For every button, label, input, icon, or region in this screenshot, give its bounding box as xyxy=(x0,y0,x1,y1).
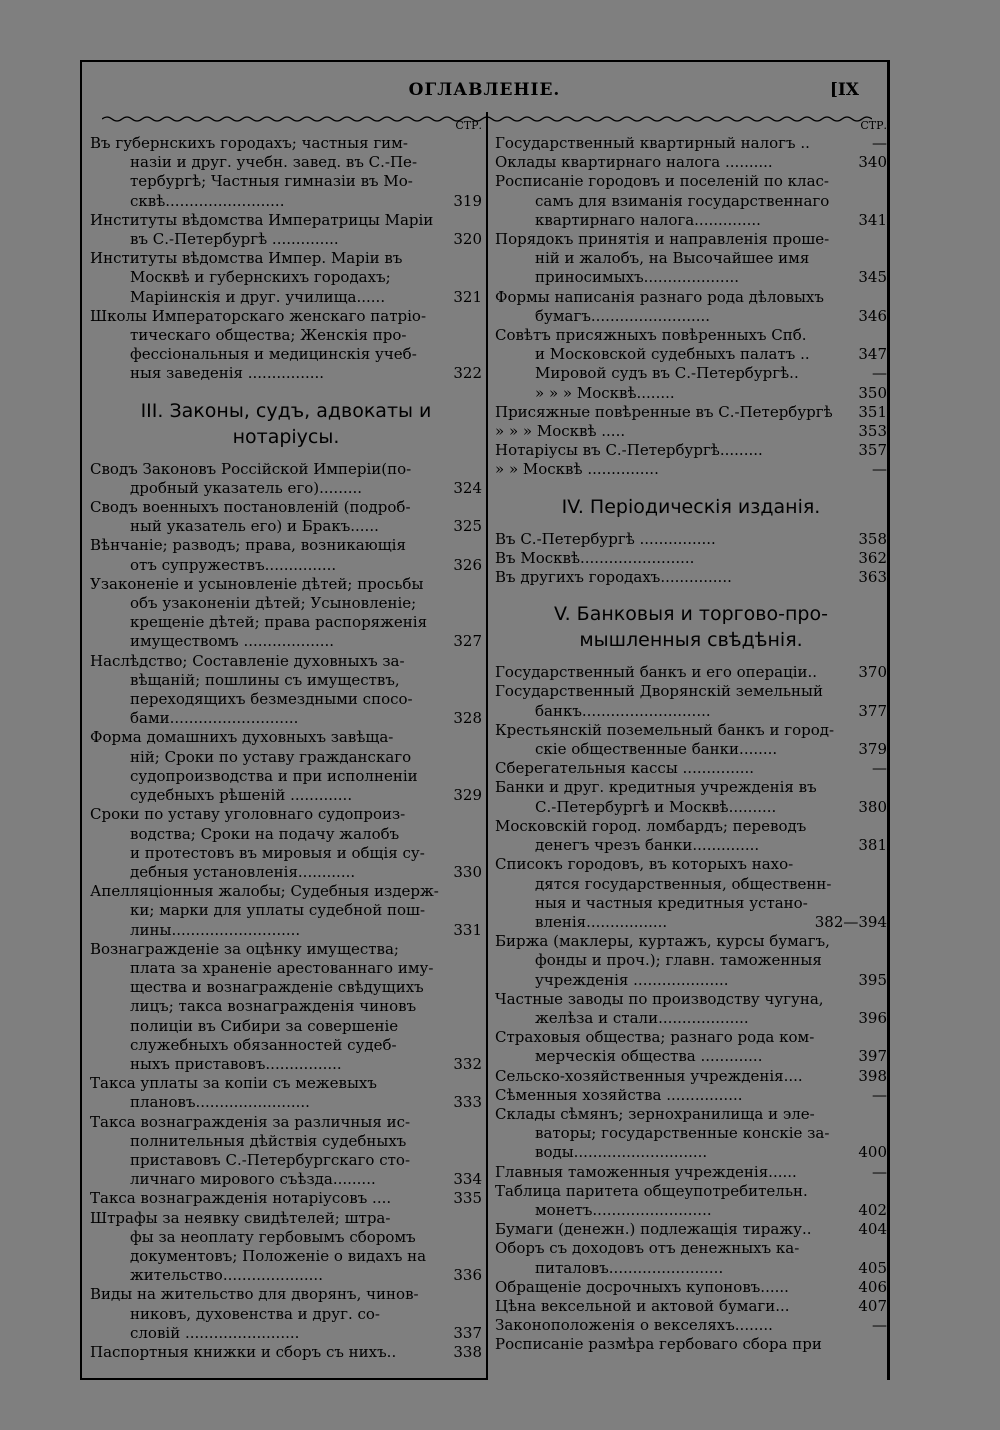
toc-entry[interactable] xyxy=(495,817,887,855)
toc-page-number: 333 xyxy=(453,1093,482,1112)
toc-page-number: 398 xyxy=(858,1066,887,1085)
right-column xyxy=(495,118,887,1380)
toc-entry-text: Сводъ Законовъ Россійской Имперіи(по- xyxy=(90,459,412,478)
toc-entry-text: Росписаніе городовъ и поселеній по клас- xyxy=(495,172,829,191)
toc-page-number: 395 xyxy=(858,970,887,989)
toc-entry-text: назіи и друг. учебн. завед. въ С.-Пе- xyxy=(130,153,418,172)
toc-entry-text: Порядокъ принятія и направленія проше- xyxy=(495,230,830,249)
toc-entry-text: денегъ чрезъ банки.............. xyxy=(535,836,760,855)
toc-page-number: 322 xyxy=(453,364,482,383)
toc-entry[interactable] xyxy=(90,536,482,574)
toc-entry-text: Такса вознагражденія за различныя ис- xyxy=(90,1112,411,1131)
toc-entry-text: Страховыя общества; разнаго рода ком- xyxy=(495,1028,815,1047)
toc-entry-text: Въ С.-Петербургѣ ................ xyxy=(495,529,716,548)
toc-entry-text: Наслѣдство; Составленіе духовныхъ за- xyxy=(90,651,405,670)
toc-entry-text: объ узаконеніи дѣтей; Усыновленіе; xyxy=(130,594,417,613)
toc-entry-text: Сѣменныя хозяйства ................ xyxy=(495,1085,743,1104)
toc-page-number: 377 xyxy=(858,701,887,720)
toc-entry[interactable] xyxy=(495,1182,887,1220)
toc-entry[interactable] xyxy=(495,549,887,568)
toc-entry[interactable] xyxy=(90,1343,482,1362)
toc-entry-text: Маріинскія и друг. училища...... xyxy=(130,287,386,306)
toc-entry-text: Совѣтъ присяжныхъ повѣренныхъ Спб. xyxy=(495,326,807,345)
toc-page-number: 362 xyxy=(858,548,887,567)
toc-entry-text: » » » Москвѣ ..... xyxy=(495,422,626,441)
toc-entry-text: служебныхъ обязанностей судеб- xyxy=(130,1035,397,1054)
toc-entry-text: вленія................. xyxy=(535,912,668,931)
toc-page-number: 370 xyxy=(858,663,887,682)
toc-page-number: — xyxy=(872,1316,887,1335)
toc-entry-text: Росписаніе размѣра гербоваго сбора при xyxy=(495,1335,822,1354)
toc-entry[interactable] xyxy=(495,1067,887,1086)
toc-entry[interactable] xyxy=(495,568,887,587)
toc-entry-text: Государственный Дворянскій земельный xyxy=(495,682,823,701)
toc-page-number: 380 xyxy=(858,797,887,816)
toc-entry-text: ный указатель его) и Бракъ...... xyxy=(130,517,379,536)
toc-entry-text: ныя и частныя кредитныя устано- xyxy=(535,893,808,912)
toc-page-number: 336 xyxy=(453,1266,482,1285)
page-header xyxy=(82,76,887,106)
toc-page-number: 350 xyxy=(858,383,887,402)
toc-page-number: 353 xyxy=(858,422,887,441)
toc-entry-text: крещеніе дѣтей; права распоряженія xyxy=(130,613,428,632)
toc-entry-text: дебныя установленія............ xyxy=(130,862,356,881)
toc-page-number: — xyxy=(872,364,887,383)
toc-entry-text: бами........................... xyxy=(130,709,299,728)
toc-entry-text: воды............................ xyxy=(535,1143,708,1162)
toc-entry-text: Такса уплаты за копіи съ межевыхъ xyxy=(90,1074,377,1093)
toc-entry-text: ній; Сроки по уставу гражданскаго xyxy=(130,747,412,766)
toc-page-number: 363 xyxy=(858,568,887,587)
toc-page-number: 406 xyxy=(858,1277,887,1296)
toc-entry-text: Нотаріусы въ С.-Петербургѣ......... xyxy=(495,441,763,460)
toc-entry-text: Склады сѣмянъ; зернохранилища и эле- xyxy=(495,1104,815,1123)
toc-entry-text: квартирнаго налога.............. xyxy=(535,210,761,229)
section-heading-line: мышленныя свѣдѣнія. xyxy=(579,629,803,652)
section-heading-line: III. Законы, судъ, адвокаты и xyxy=(140,399,432,422)
toc-entry-text: Формы написанія разнаго рода дѣловыхъ xyxy=(495,287,824,306)
toc-entry[interactable] xyxy=(495,530,887,549)
toc-page-number: 347 xyxy=(858,345,887,364)
toc-page-number: 381 xyxy=(858,836,887,855)
toc-entry-text: желѣза и стали................... xyxy=(535,1008,749,1027)
toc-entry[interactable] xyxy=(495,230,887,288)
toc-page-number: 404 xyxy=(858,1220,887,1239)
left-column xyxy=(90,118,482,1380)
toc-entry[interactable] xyxy=(90,652,482,729)
toc-page-number: 330 xyxy=(453,862,482,881)
toc-page-number: 400 xyxy=(858,1143,887,1162)
toc-entry-text: словій ........................ xyxy=(130,1323,300,1342)
toc-entry-text: документовъ; Положеніе о видахъ на xyxy=(130,1246,427,1265)
toc-entry[interactable] xyxy=(90,134,482,211)
toc-entry[interactable] xyxy=(495,288,887,326)
toc-entry-text: и Московской судебныхъ палатъ .. xyxy=(535,345,810,364)
toc-page-number: 357 xyxy=(858,441,887,460)
toc-entry-text: никовъ, духовенства и друг. со- xyxy=(130,1304,380,1323)
toc-entry-text: полиціи въ Сибири за совершеніе xyxy=(130,1016,399,1035)
toc-page-number: — xyxy=(872,460,887,479)
toc-entry-text: Крестьянскій поземельный банкъ и город- xyxy=(495,720,835,739)
toc-entry[interactable] xyxy=(90,1074,482,1112)
toc-entry-text: лицъ; такса вознагражденія чиновъ xyxy=(130,997,417,1016)
toc-entry-text: Частные заводы по производству чугуна, xyxy=(495,989,824,1008)
toc-page-number: 397 xyxy=(858,1047,887,1066)
toc-entry[interactable] xyxy=(495,1105,887,1163)
toc-entry[interactable] xyxy=(90,249,482,307)
toc-entry[interactable] xyxy=(495,663,887,682)
toc-entry-text: Сберегательныя кассы ............... xyxy=(495,759,755,778)
toc-entry-text: въ С.-Петербургѣ .............. xyxy=(130,230,339,249)
toc-entry[interactable] xyxy=(495,682,887,720)
toc-entry-text: Таблица паритета общеупотребительн. xyxy=(495,1181,808,1200)
section-heading xyxy=(495,601,887,653)
toc-entry-text: Мировой судъ въ С.-Петербургѣ.. xyxy=(535,364,799,383)
toc-entry-text: Школы Императорскаго женскаго патріо- xyxy=(90,306,427,325)
toc-page-number: 396 xyxy=(858,1008,887,1027)
toc-entry[interactable] xyxy=(495,1028,887,1066)
toc-entry[interactable] xyxy=(495,855,887,932)
section-heading xyxy=(90,398,482,450)
toc-entry[interactable] xyxy=(495,441,887,460)
toc-entry-text: Московскій город. ломбардъ; переводъ xyxy=(495,816,807,835)
toc-page-number: 340 xyxy=(858,153,887,172)
toc-entry-text: Главныя таможенныя учрежденія...... xyxy=(495,1162,797,1181)
toc-entry-text: Штрафы за неявку свидѣтелей; штра- xyxy=(90,1208,391,1227)
page-title: ОГЛАВЛЕНІЕ. xyxy=(408,80,561,100)
toc-page-number: 321 xyxy=(453,287,482,306)
toc-entry-text: Въ Москвѣ........................ xyxy=(495,548,695,567)
toc-page-number: 332 xyxy=(453,1054,482,1073)
toc-page-number: 346 xyxy=(858,306,887,325)
toc-entry-text: Государственный квартирный налогъ .. xyxy=(495,134,810,152)
toc-page-number: 337 xyxy=(453,1323,482,1342)
toc-entry-text: фонды и проч.); главн. таможенныя xyxy=(535,951,822,970)
toc-entry-text: ныя заведенія ................ xyxy=(130,364,325,383)
toc-entry-text: Присяжные повѣренные въ С.-Петербургѣ xyxy=(495,402,833,421)
toc-entry[interactable] xyxy=(495,172,887,230)
toc-entry-text: водства; Сроки на подачу жалобъ xyxy=(130,824,400,843)
toc-entry-text: бумагъ......................... xyxy=(535,306,711,325)
toc-entry[interactable] xyxy=(495,422,887,441)
toc-page-number: 335 xyxy=(453,1189,482,1208)
toc-entry-text: имуществомъ ................... xyxy=(130,632,335,651)
toc-page-number: 324 xyxy=(453,478,482,497)
section-heading-line: V. Банковыя и торгово-про- xyxy=(554,603,828,626)
toc-entry-text: Институты вѣдомства Императрицы Маріи xyxy=(90,210,434,229)
toc-page-number: — xyxy=(872,759,887,778)
toc-entry-text: банкъ........................... xyxy=(535,701,711,720)
toc-page-number: 319 xyxy=(453,191,482,210)
toc-entry[interactable] xyxy=(495,460,887,479)
toc-entry-text: С.-Петербургѣ и Москвѣ.......... xyxy=(535,797,777,816)
toc-entry[interactable] xyxy=(90,1285,482,1343)
toc-entry[interactable] xyxy=(495,721,887,759)
toc-entry-text: Виды на жительство для дворянъ, чинов- xyxy=(90,1285,419,1304)
toc-page-number: 379 xyxy=(858,740,887,759)
toc-entry[interactable] xyxy=(495,1278,887,1297)
page-column-label: СТР. xyxy=(455,119,482,132)
toc-entry-text: учрежденія .................... xyxy=(535,970,729,989)
toc-page-number: 325 xyxy=(453,517,482,536)
toc-page-number: 326 xyxy=(453,555,482,574)
toc-entry[interactable] xyxy=(495,1239,887,1277)
toc-entry[interactable] xyxy=(90,498,482,536)
toc-entry-text: ки; марки для уплаты судебной пош- xyxy=(130,901,426,920)
toc-page-number: 328 xyxy=(453,709,482,728)
toc-entry-text: Сводъ военныхъ постановленій (подроб- xyxy=(90,498,411,517)
toc-entry[interactable] xyxy=(90,1209,482,1286)
toc-entry-text: дятся государственныя, общественн- xyxy=(535,874,832,893)
toc-entry-text: Вѣнчаніе; разводъ; права, возникающія xyxy=(90,536,406,555)
toc-entry-text: самъ для взиманія государственнаго xyxy=(535,191,830,210)
toc-page xyxy=(80,60,890,1380)
toc-page-number: 382—394 xyxy=(814,912,887,931)
toc-entry-text: Бумаги (денежн.) подлежащія тиражу.. xyxy=(495,1220,812,1239)
toc-entry-text: Оклады квартирнаго налога .......... xyxy=(495,153,773,172)
toc-entry[interactable] xyxy=(495,1297,887,1316)
toc-entry-text: Цѣна вексельной и актовой бумаги... xyxy=(495,1296,790,1315)
toc-entry[interactable] xyxy=(495,759,887,778)
toc-entry[interactable] xyxy=(495,1086,887,1105)
toc-page-number: 402 xyxy=(858,1200,887,1219)
toc-page-number: 329 xyxy=(453,786,482,805)
toc-entry-text: личнаго мирового съѣзда......... xyxy=(130,1170,376,1189)
toc-page-number: — xyxy=(872,134,887,152)
toc-entry[interactable] xyxy=(90,882,482,940)
section-heading-line: нотаріусы. xyxy=(232,425,340,448)
toc-entry[interactable] xyxy=(495,1316,887,1335)
toc-entry[interactable] xyxy=(495,1335,887,1354)
toc-page-number: 327 xyxy=(453,632,482,651)
toc-entry-text: Государственный банкъ и его операціи.. xyxy=(495,663,818,682)
toc-entry[interactable] xyxy=(90,575,482,652)
toc-entry[interactable] xyxy=(495,153,887,172)
toc-entry[interactable] xyxy=(495,326,887,364)
toc-entry[interactable] xyxy=(495,364,887,383)
toc-entry-text: Сроки по уставу уголовнаго судопроиз- xyxy=(90,805,406,824)
toc-entry-text: Биржа (маклеры, куртажъ, курсы бумагъ, xyxy=(495,932,830,951)
toc-entry-text: жительство..................... xyxy=(130,1266,323,1285)
toc-entry-text: ныхъ приставовъ................ xyxy=(130,1054,342,1073)
toc-page-number: 351 xyxy=(858,402,887,421)
section-heading-line: IV. Періодическія изданія. xyxy=(561,495,821,518)
toc-entry-text: монетъ......................... xyxy=(535,1200,712,1219)
toc-entry[interactable] xyxy=(90,805,482,882)
toc-entry-text: Банки и друг. кредитныя учрежденія въ xyxy=(495,778,817,797)
column-divider xyxy=(486,112,488,1380)
toc-entry-text: Оборъ съ доходовъ отъ денежныхъ ка- xyxy=(495,1239,800,1258)
toc-entry-text: плановъ........................ xyxy=(130,1093,310,1112)
page-column-label: СТР. xyxy=(860,119,887,132)
toc-entry-text: плата за храненіе арестованнаго иму- xyxy=(130,958,434,977)
toc-entry-text: Въ губернскихъ городахъ; частныя гим- xyxy=(90,134,408,152)
toc-entry-text: фессіональныя и медицинскія учеб- xyxy=(130,345,417,364)
toc-entry-text: тическаго общества; Женскія про- xyxy=(130,326,407,345)
toc-entry-text: Институты вѣдомства Импер. Маріи въ xyxy=(90,249,403,268)
toc-entry-text: Списокъ городовъ, въ которыхъ нахо- xyxy=(495,855,794,874)
toc-entry-text: Обращеніе досрочныхъ купоновъ...... xyxy=(495,1277,789,1296)
toc-entry-text: Въ другихъ городахъ............... xyxy=(495,568,732,587)
toc-entry[interactable] xyxy=(495,990,887,1028)
toc-entry-text: Законоположенія о векселяхъ........ xyxy=(495,1316,773,1335)
page-number: [IX xyxy=(829,80,859,100)
toc-page-number: 358 xyxy=(858,529,887,548)
toc-entry-text: Сельско-хозяйственныя учрежденія.... xyxy=(495,1066,803,1085)
toc-entry[interactable] xyxy=(90,940,482,1074)
toc-entry-text: Москвѣ и губернскихъ городахъ; xyxy=(130,268,391,287)
toc-entry-text: сквѣ......................... xyxy=(130,191,285,210)
toc-entry-text: полнительныя дѣйствія судебныхъ xyxy=(130,1131,407,1150)
toc-entry[interactable] xyxy=(495,384,887,403)
toc-page-number: 341 xyxy=(858,210,887,229)
toc-entry-text: » » » Москвѣ........ xyxy=(535,383,675,402)
toc-entry[interactable] xyxy=(90,1113,482,1190)
toc-entry-text: фы за неоплату гербовымъ сборомъ xyxy=(130,1227,416,1246)
toc-page-number: 331 xyxy=(453,920,482,939)
section-heading xyxy=(495,494,887,520)
toc-entry-text: дробный указатель его)......... xyxy=(130,478,363,497)
toc-entry-text: лины........................... xyxy=(130,920,301,939)
toc-entry[interactable] xyxy=(495,778,887,816)
toc-entry[interactable] xyxy=(90,1189,482,1208)
toc-page-number: — xyxy=(872,1085,887,1104)
toc-entry-text: скіе общественные банки........ xyxy=(535,740,778,759)
toc-page-number: 405 xyxy=(858,1258,887,1277)
toc-entry-text: Форма домашнихъ духовныхъ завѣща- xyxy=(90,728,394,747)
toc-entry-text: ваторы; государственные конскіе за- xyxy=(535,1124,830,1143)
toc-entry-text: судебныхъ рѣшеній ............. xyxy=(130,786,353,805)
toc-entry-text: щества и вознагражденіе свѣдущихъ xyxy=(130,978,424,997)
toc-page-number: — xyxy=(872,1162,887,1181)
toc-entry-text: Апелляціонныя жалобы; Судебныя издерж- xyxy=(90,882,439,901)
toc-entry[interactable] xyxy=(495,1163,887,1182)
toc-entry-text: Узаконеніе и усыновленіе дѣтей; просьбы xyxy=(90,574,424,593)
toc-entry-text: и протестовъ въ мировыя и общія су- xyxy=(130,843,425,862)
toc-entry-text: приносимыхъ.................... xyxy=(535,268,739,287)
toc-page-number: 407 xyxy=(858,1296,887,1315)
toc-entry-text: Вознагражденіе за оцѣнку имущества; xyxy=(90,939,399,958)
toc-entry-text: судопроизводства и при исполненіи xyxy=(130,766,418,785)
toc-page-number: 320 xyxy=(453,230,482,249)
toc-entry-text: отъ супружествъ............... xyxy=(130,555,337,574)
toc-page-number: 338 xyxy=(453,1342,482,1361)
toc-entry-text: Паспортныя книжки и сборъ съ нихъ.. xyxy=(90,1342,397,1361)
toc-entry-text: приставовъ С.-Петербургскаго сто- xyxy=(130,1150,411,1169)
toc-entry[interactable] xyxy=(90,460,482,498)
toc-page-number: 334 xyxy=(453,1170,482,1189)
toc-entry-text: Такса вознагражденія нотаріусовъ .... xyxy=(90,1189,392,1208)
toc-entry[interactable] xyxy=(495,134,887,153)
toc-entry-text: » » Москвѣ ............... xyxy=(495,460,659,479)
toc-entry[interactable] xyxy=(495,1220,887,1239)
toc-entry-text: тербургѣ; Частныя гимназіи въ Мо- xyxy=(130,172,413,191)
toc-entry[interactable] xyxy=(90,211,482,249)
toc-entry-text: вѣщаній; пошлины съ имуществъ, xyxy=(130,670,400,689)
toc-entry[interactable] xyxy=(90,728,482,805)
toc-entry[interactable] xyxy=(90,307,482,384)
toc-page-number: 345 xyxy=(858,268,887,287)
toc-entry-text: переходящихъ безмездными спосо- xyxy=(130,690,413,709)
toc-entry-text: питаловъ........................ xyxy=(535,1258,724,1277)
toc-entry[interactable] xyxy=(495,932,887,990)
toc-entry[interactable] xyxy=(495,403,887,422)
toc-entry-text: ній и жалобъ, на Высочайшее имя xyxy=(535,249,810,268)
toc-entry-text: мерческія общества ............. xyxy=(535,1047,763,1066)
